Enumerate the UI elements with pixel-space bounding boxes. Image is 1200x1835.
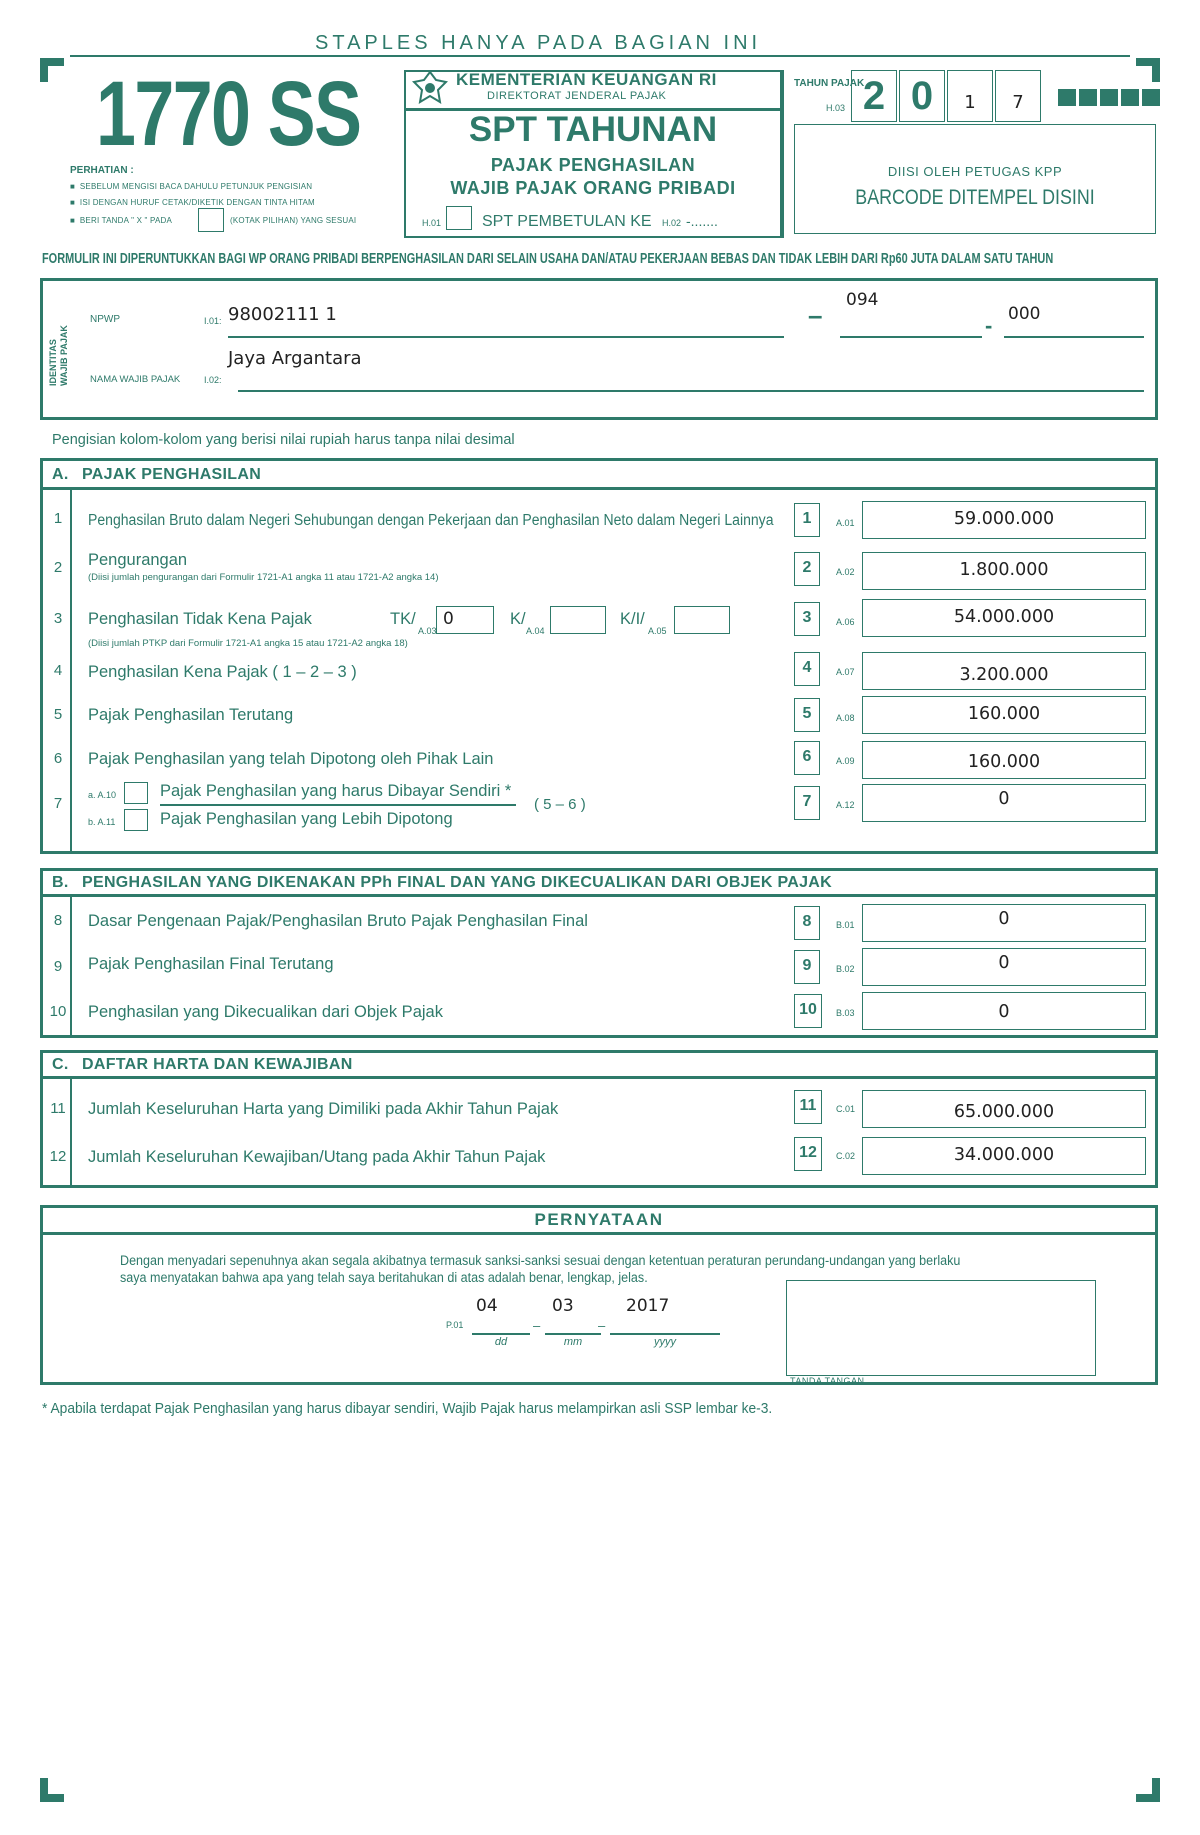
date-year[interactable]: 2017 bbox=[626, 1296, 670, 1316]
row-10-box: 10 bbox=[794, 994, 822, 1028]
corner-mark-tr bbox=[1136, 58, 1160, 82]
npwp-dash-2: - bbox=[985, 313, 993, 338]
row-8-number: 8 bbox=[53, 912, 63, 929]
name-label: NAMA WAJIB PAJAK bbox=[90, 374, 181, 385]
pernyataan-text-1: Dengan menyadari sepenuhnya akan segala akibatnya termasuk sanksi-sanksi sesuai dengan ketentuan peraturan perundang-undangan yang berlaku bbox=[120, 1253, 961, 1268]
row-4-value[interactable]: 3.200.000 bbox=[862, 652, 1146, 690]
row-7-number: 7 bbox=[53, 795, 63, 812]
row-8-value[interactable]: 0 bbox=[862, 904, 1146, 942]
row-5-box: 5 bbox=[794, 698, 820, 732]
npwp-label: NPWP bbox=[90, 314, 120, 325]
npwp-code: I.01: bbox=[204, 316, 222, 326]
ptkp-k-input[interactable] bbox=[550, 606, 606, 634]
date-year-line bbox=[610, 1333, 720, 1335]
row-8-label: Dasar Pengenaan Pajak/Penghasilan Bruto Pajak Penghasilan Final bbox=[88, 912, 588, 930]
date-day[interactable]: 04 bbox=[476, 1296, 498, 1316]
ptkp-tk-input[interactable] bbox=[436, 606, 494, 634]
row-6-code: A.09 bbox=[836, 756, 855, 766]
npwp-line-2 bbox=[840, 336, 982, 338]
row-5-number: 5 bbox=[53, 706, 63, 723]
row-6-number: 6 bbox=[53, 750, 63, 767]
date-sep-2: – bbox=[598, 1318, 606, 1333]
year-divider bbox=[782, 70, 784, 238]
row-5-label: Pajak Penghasilan Terutang bbox=[88, 706, 294, 724]
row-3-label: Penghasilan Tidak Kena Pajak bbox=[88, 610, 312, 628]
perhatian-title: PERHATIAN : bbox=[70, 165, 134, 176]
date-sep-1: – bbox=[533, 1318, 541, 1333]
row-9-label: Pajak Penghasilan Final Terutang bbox=[88, 955, 334, 973]
date-code: P.01 bbox=[446, 1320, 464, 1330]
row-6-label: Pajak Penghasilan yang telah Dipotong oleh Pihak Lain bbox=[88, 750, 494, 768]
section-b-letter: B. bbox=[52, 874, 69, 891]
tahun-pajak-label: TAHUN PAJAK bbox=[794, 78, 865, 89]
ptkp-ki-input[interactable] bbox=[674, 606, 730, 634]
identity-side-label bbox=[48, 325, 70, 386]
row-3-box: 3 bbox=[794, 602, 820, 636]
pernyataan-title: PERNYATAAN bbox=[534, 1210, 664, 1229]
staples-note: STAPLES HANYA PADA BAGIAN INI bbox=[315, 32, 762, 54]
row-10-label: Penghasilan yang Dikecualikan dari Objek Pajak bbox=[88, 1003, 443, 1021]
row-1-label: Penghasilan Bruto dalam Negeri Sehubungan dengan Pekerjaan dan Penghasilan Neto dalam Negeri Lainnya bbox=[88, 512, 774, 529]
corner-mark-tl bbox=[40, 58, 64, 82]
signature-label: TANDA TANGAN bbox=[790, 1376, 865, 1386]
year-digit-2-text: 0 bbox=[910, 74, 934, 118]
ptkp-tk-code: A.03 bbox=[418, 626, 437, 636]
identity-side-label-2: WAJIB PAJAK bbox=[59, 325, 69, 386]
corner-mark-bl bbox=[40, 1778, 64, 1802]
h03-code: H.03 bbox=[826, 103, 846, 113]
section-c-title: DAFTAR HARTA DAN KEWAJIBAN bbox=[82, 1056, 353, 1073]
row-7b-checkbox[interactable] bbox=[124, 809, 148, 831]
row-4-code: A.07 bbox=[836, 667, 855, 677]
date-month-label: mm bbox=[563, 1336, 583, 1348]
year-digit-4[interactable] bbox=[995, 70, 1041, 122]
row-6-value[interactable]: 160.000 bbox=[862, 741, 1146, 779]
year-digit-3-text: 1 bbox=[964, 92, 976, 113]
section-c-header-line bbox=[40, 1076, 1158, 1079]
section-c-letter: C. bbox=[52, 1056, 69, 1073]
row-1-value[interactable]: 59.000.000 bbox=[862, 501, 1146, 539]
identity-side-label-1: IDENTITAS bbox=[48, 339, 58, 386]
row-2-value[interactable]: 1.800.000 bbox=[862, 552, 1146, 590]
npwp-part-2[interactable]: 094 bbox=[846, 290, 879, 310]
row-2-code: A.02 bbox=[836, 567, 855, 577]
date-day-label: dd bbox=[494, 1336, 508, 1348]
row-10-value[interactable]: 0 bbox=[862, 992, 1146, 1030]
row-1-number: 1 bbox=[53, 510, 63, 527]
perhatian-item-1-text: SEBELUM MENGISI BACA DAHULU PETUNJUK PENGISIAN bbox=[79, 182, 313, 191]
year-digit-3[interactable] bbox=[947, 70, 993, 122]
row-7a-checkbox[interactable] bbox=[124, 782, 148, 804]
name-code: I.02: bbox=[204, 375, 222, 385]
ptkp-k-label: K/ bbox=[510, 610, 526, 628]
perhatian-item-3: ■ BERI TANDA " X " PADA bbox=[70, 216, 173, 225]
perhatian-item-1: ■ SEBELUM MENGISI BACA DAHULU PETUNJUK PENGISIAN bbox=[70, 182, 313, 191]
row-9-box: 9 bbox=[794, 950, 820, 984]
signature-box[interactable] bbox=[786, 1280, 1096, 1376]
date-month[interactable]: 03 bbox=[552, 1296, 574, 1316]
ptkp-tk-value: 0 bbox=[443, 609, 454, 629]
ministry-name: KEMENTERIAN KEUANGAN RI bbox=[456, 70, 717, 89]
row-12-label: Jumlah Keseluruhan Kewajiban/Utang pada Akhir Tahun Pajak bbox=[88, 1148, 546, 1166]
year-digit-4-text: 7 bbox=[1012, 92, 1024, 113]
row-4-label: Penghasilan Kena Pajak ( 1 – 2 – 3 ) bbox=[88, 663, 357, 681]
row-3-code: A.06 bbox=[836, 617, 855, 627]
form-number: 1770 SS bbox=[96, 63, 361, 165]
ptkp-ki-label: K/I/ bbox=[620, 610, 645, 628]
row-4-box: 4 bbox=[794, 652, 820, 686]
row-11-number: 11 bbox=[50, 1100, 66, 1117]
row-7-value[interactable]: 0 bbox=[862, 784, 1146, 822]
row-12-number: 12 bbox=[49, 1148, 67, 1165]
row-9-value[interactable]: 0 bbox=[862, 948, 1146, 986]
row-4-number: 4 bbox=[53, 662, 63, 679]
spt-title: SPT TAHUNAN bbox=[468, 110, 718, 149]
pembetulan-checkbox[interactable] bbox=[446, 206, 472, 230]
name-line bbox=[238, 390, 1144, 392]
h01-code: H.01 bbox=[422, 218, 442, 228]
row-7-formula: ( 5 – 6 ) bbox=[534, 796, 586, 813]
section-a-title: PAJAK PENGHASILAN bbox=[82, 466, 262, 483]
npwp-part-1[interactable]: 98002111 1 bbox=[228, 304, 337, 325]
barcode-area bbox=[794, 124, 1156, 234]
spt-subtitle-1: PAJAK PENGHASILAN bbox=[490, 155, 696, 175]
section-b-title: PENGHASILAN YANG DIKENAKAN PPh FINAL DAN YANG DIKECUALIKAN DARI OBJEK PAJAK bbox=[82, 874, 832, 891]
row-11-label: Jumlah Keseluruhan Harta yang Dimiliki pada Akhir Tahun Pajak bbox=[88, 1100, 559, 1118]
row-3-number: 3 bbox=[53, 610, 63, 627]
perhatian-item-4: (KOTAK PILIHAN) YANG SESUAI bbox=[230, 216, 357, 225]
date-year-label: yyyy bbox=[654, 1336, 676, 1348]
row-2-label: Pengurangan bbox=[88, 551, 188, 569]
row-7-box: 7 bbox=[794, 786, 820, 820]
perhatian-item-2-text: ISI DENGAN HURUF CETAK/DIKETIK DENGAN TINTA HITAM bbox=[79, 198, 315, 207]
row-12-box: 12 bbox=[794, 1137, 822, 1171]
date-month-line bbox=[545, 1333, 601, 1335]
row-7b-label: Pajak Penghasilan yang Lebih Dipotong bbox=[160, 810, 453, 828]
row-7-divider bbox=[160, 804, 516, 806]
spt-subtitle-2: WAJIB PAJAK ORANG PRIBADI bbox=[450, 178, 736, 198]
pembetulan-label: SPT PEMBETULAN KE bbox=[482, 213, 652, 230]
npwp-line-3 bbox=[1004, 336, 1144, 338]
row-7a-code: a. A.10 bbox=[88, 790, 117, 800]
row-3-value[interactable]: 54.000.000 bbox=[862, 599, 1146, 637]
year-digit-2[interactable] bbox=[899, 70, 945, 122]
identity-section bbox=[40, 278, 1158, 420]
ptkp-ki-code: A.05 bbox=[648, 626, 667, 636]
perhatian-item-3-text: BERI TANDA " X " PADA bbox=[79, 216, 173, 225]
row-11-code: C.01 bbox=[836, 1104, 856, 1114]
corner-mark-br bbox=[1136, 1778, 1160, 1802]
row-8-box: 8 bbox=[794, 906, 820, 940]
h02-code: H.02 bbox=[662, 218, 682, 228]
row-9-code: B.02 bbox=[836, 964, 855, 974]
section-a-header-line bbox=[40, 487, 1158, 490]
footnote: * Apabila terdapat Pajak Penghasilan yang harus dibayar sendiri, Wajib Pajak harus melampirkan asli SSP lembar ke-3. bbox=[42, 1400, 773, 1417]
row-5-value[interactable]: 160.000 bbox=[862, 696, 1146, 734]
row-2-sublabel: (Diisi jumlah pengurangan dari Formulir 1721-A1 angka 11 atau 1721-A2 angka 14) bbox=[88, 572, 439, 583]
directorate-name: DIREKTORAT JENDERAL PAJAK bbox=[487, 90, 667, 102]
year-digit-1[interactable] bbox=[851, 70, 897, 122]
ptkp-k-code: A.04 bbox=[526, 626, 545, 636]
no-decimal-note: Pengisian kolom-kolom yang berisi nilai rupiah harus tanpa nilai desimal bbox=[52, 432, 515, 448]
row-1-code: A.01 bbox=[836, 518, 855, 528]
perhatian-item-2: ■ ISI DENGAN HURUF CETAK/DIKETIK DENGAN TINTA HITAM bbox=[70, 198, 315, 207]
barcode-label: BARCODE DITEMPEL DISINI bbox=[855, 186, 1095, 209]
row-9-number: 9 bbox=[53, 958, 63, 975]
barcode-strip bbox=[1058, 89, 1160, 106]
ptkp-tk-label: TK/ bbox=[390, 610, 416, 628]
row-7b-code: b. A.11 bbox=[88, 817, 116, 827]
row-11-value[interactable]: 65.000.000 bbox=[862, 1090, 1146, 1128]
row-3-sublabel: (Diisi jumlah PTKP dari Formulir 1721-A1 angka 15 atau 1721-A2 angka 18) bbox=[88, 638, 408, 649]
pembetulan-value[interactable]: -....... bbox=[686, 213, 718, 229]
row-6-box: 6 bbox=[794, 741, 820, 775]
section-a-num-column bbox=[70, 490, 72, 852]
row-10-code: B.03 bbox=[836, 1008, 855, 1018]
npwp-dash-1: – bbox=[808, 300, 823, 330]
row-11-box: 11 bbox=[794, 1090, 822, 1124]
row-1-box: 1 bbox=[794, 503, 820, 537]
row-5-code: A.08 bbox=[836, 713, 855, 723]
row-2-box: 2 bbox=[794, 552, 820, 586]
row-12-value[interactable]: 34.000.000 bbox=[862, 1137, 1146, 1175]
section-a-letter: A. bbox=[52, 466, 69, 483]
row-7a-label: Pajak Penghasilan yang harus Dibayar Sendiri * bbox=[160, 782, 512, 800]
form-purpose: FORMULIR INI DIPERUNTUKKAN BAGI WP ORANG PRIBADI BERPENGHASILAN DARI SELAIN USAHA DAN/ATAU PEKERJAAN BEBAS DAN TIDAK LEBIH DARI Rp60 JUTA DALAM SATU TAHUN bbox=[42, 251, 1054, 267]
row-12-code: C.02 bbox=[836, 1151, 856, 1161]
row-10-number: 10 bbox=[49, 1003, 67, 1020]
section-c-num-column bbox=[70, 1079, 72, 1186]
row-8-code: B.01 bbox=[836, 920, 855, 930]
row-7-code: A.12 bbox=[836, 800, 855, 810]
npwp-line-1 bbox=[228, 336, 784, 338]
perhatian-sample-checkbox bbox=[198, 208, 224, 232]
year-digit-1-text: 2 bbox=[862, 74, 886, 118]
pernyataan-header-line bbox=[40, 1232, 1158, 1235]
garuda-emblem-icon bbox=[412, 70, 448, 106]
section-b-num-column bbox=[70, 897, 72, 1036]
section-b-header-line bbox=[40, 894, 1158, 897]
row-2-number: 2 bbox=[53, 559, 63, 576]
npwp-part-3[interactable]: 000 bbox=[1008, 304, 1041, 324]
date-day-line bbox=[472, 1333, 530, 1335]
pernyataan-text-2: saya menyatakan bahwa apa yang telah saya beritahukan di atas adalah benar, lengkap, jelas. bbox=[120, 1270, 648, 1285]
staples-line bbox=[70, 55, 1130, 57]
taxpayer-name[interactable]: Jaya Argantara bbox=[228, 348, 362, 369]
petugas-label: DIISI OLEH PETUGAS KPP bbox=[887, 164, 1063, 179]
